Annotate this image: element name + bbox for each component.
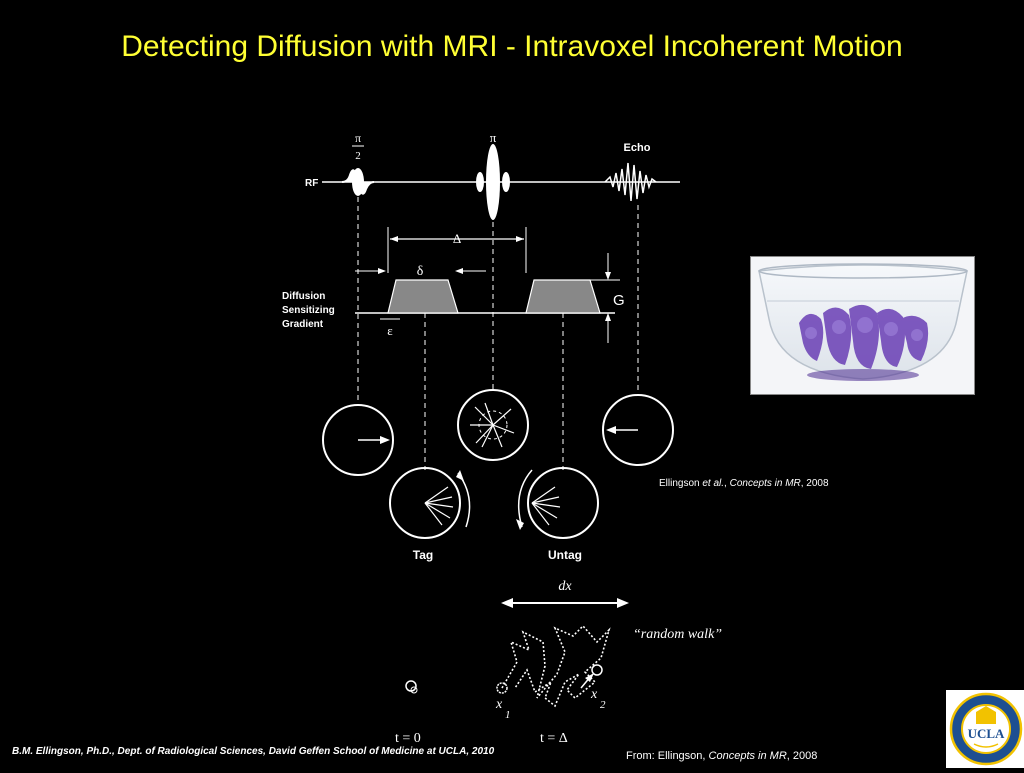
x1-subscript: 1 — [505, 709, 511, 721]
t0-label: t = 0 — [395, 731, 421, 745]
rf-label: RF — [305, 178, 319, 189]
tag-label: Tag — [412, 548, 434, 562]
epsilon-label: ε — [387, 323, 393, 338]
footer-source-journal: Concepts in MR — [708, 750, 787, 762]
footer-source-year: , 2008 — [786, 750, 818, 762]
spin-fan-untag — [532, 487, 560, 525]
citation-etal: et al. — [702, 478, 725, 489]
slide-title: Detecting Diffusion with MRI - Intravoxel Incoherent Motion — [121, 30, 903, 63]
footer-credit: B.M. Ellingson, Ph.D., Dept. of Radiological Sciences, David Geffen School of Medicine at UCLA, 2010 — [12, 746, 495, 757]
echo-label: Echo — [623, 142, 651, 154]
spin-vector-initial-head — [380, 436, 390, 444]
g-label: G — [613, 292, 625, 309]
x1-var: x — [496, 697, 503, 712]
footer-source-prefix: From: Ellingson, — [626, 750, 709, 762]
gradient-label-line3: Gradient — [282, 319, 324, 330]
pi-pulse-side-left — [476, 172, 484, 192]
pulse-sequence-diagram — [270, 125, 690, 575]
citation-author: Ellingson — [659, 478, 703, 489]
g-arrowhead-top — [605, 272, 611, 280]
pi-label: π — [489, 130, 497, 145]
delta-arrowhead-left — [390, 236, 398, 242]
pulse-sequence-svg — [270, 125, 690, 575]
dx-label: dx — [558, 579, 572, 594]
g-arrowhead-bottom — [605, 313, 611, 321]
dye-settled — [807, 369, 919, 381]
dye-bowl-photo — [750, 256, 975, 395]
spin-fan-tag — [425, 487, 453, 525]
gradient-label-line2: Sensitizing — [282, 305, 335, 316]
gradient-lobe-1 — [388, 280, 458, 313]
x2-subscript: 2 — [600, 699, 606, 711]
ucla-seal-svg — [946, 690, 1024, 768]
seal-wordmark: UCLA — [967, 726, 1005, 741]
citation-year: , 2008 — [800, 478, 829, 489]
delta-arrowhead-right — [516, 236, 524, 242]
random-walk-label: “random walk” — [633, 627, 723, 642]
spin-vector-echo-head — [606, 426, 616, 434]
spin-circle-untag — [528, 468, 598, 538]
photo-citation — [659, 478, 829, 489]
gradient-label-line1: Diffusion — [282, 291, 326, 302]
random-walk-svg — [395, 570, 755, 745]
tdelta-label: t = Δ — [540, 731, 568, 745]
citation-sep: , — [724, 478, 730, 489]
pi-half-pulse-lobe — [352, 168, 364, 196]
pi-pulse-side-right — [502, 172, 510, 192]
citation-journal: Concepts in MR — [729, 478, 801, 489]
dx-arrowhead-left — [501, 598, 513, 608]
dye-bowl-svg — [751, 257, 974, 394]
ucla-seal-logo — [946, 690, 1024, 768]
tag-rotation-arrowhead — [456, 470, 464, 481]
pi-pulse — [486, 144, 500, 220]
delta-small-arrowhead-left — [378, 268, 386, 274]
dx-arrowhead-right — [617, 598, 629, 608]
x2-var: x — [591, 687, 598, 702]
pi-half-numerator: π — [354, 131, 362, 145]
untag-label: Untag — [548, 548, 582, 562]
untag-rotation-arrow — [519, 470, 532, 527]
footer-source — [626, 750, 817, 762]
random-walk-illustration — [395, 570, 755, 745]
delta-cap-label: Δ — [452, 231, 462, 246]
pi-half-denominator: 2 — [355, 150, 361, 162]
gradient-lobe-2 — [526, 280, 600, 313]
delta-small-arrowhead-right — [455, 268, 463, 274]
delta-small-label: δ — [416, 264, 424, 279]
